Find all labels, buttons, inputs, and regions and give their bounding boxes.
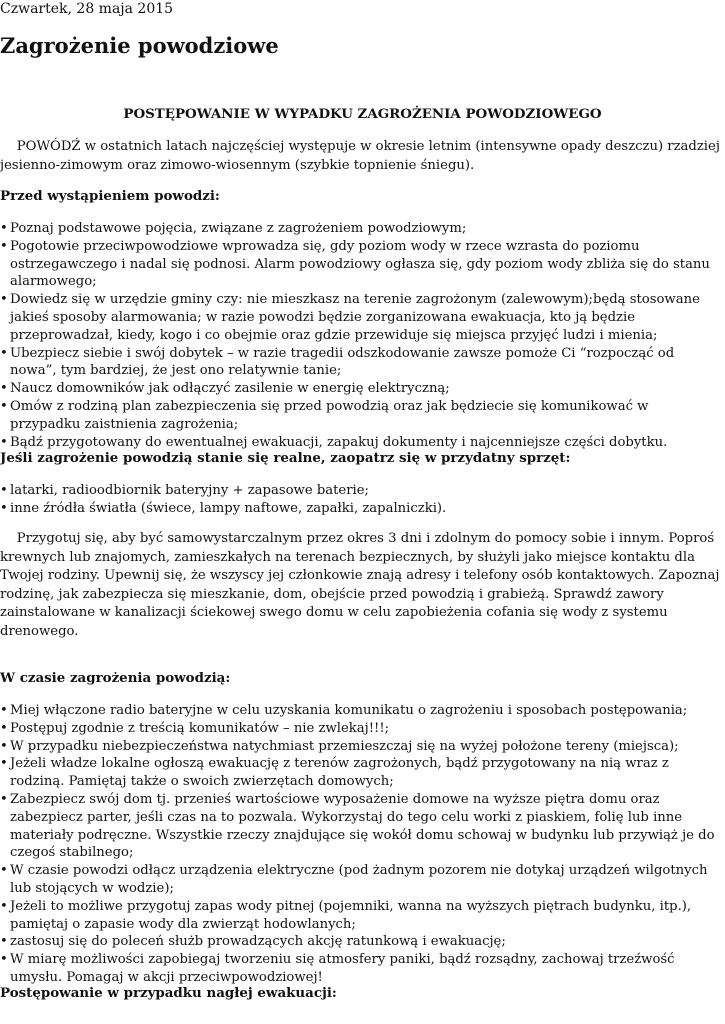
list-equipment	[0, 482, 722, 518]
section-heading-evacuation: Postępowanie w przypadku nagłej ewakuacji:	[0, 985, 337, 1001]
intro-paragraph: POWÓDŹ w ostatnich latach najczęściej występuje w okresie letnim (intensywne opady deszczu) rzadziej jesienno-zimowym oraz zimowo-wiosennym (szybkie topnienie śniegu).	[0, 139, 720, 173]
list-item: • latarki, radioodbiornik bateryjny + zapasowe baterie;	[0, 482, 722, 500]
list-item: • Miej włączone radio bateryjne w celu uzyskania komunikatu o zagrożeniu i sposobach postępowania;	[0, 702, 722, 720]
preparation-paragraph: Przygotuj się, aby być samowystarczalnym przez okres 3 dni i zdolnym do pomocy sobie i innym. Poproś krewnych lub znajomych, zamieszkałych na terenach bezpiecznych, by służyli jako miejsce kontaktu dla Twojej rodziny. Upewnij się, że wszyscy jej członkowie znają adresy i telefony osób kontaktowych. Zapoznaj rodzinę, jak zabezpiecza się mieszkanie, dom, obejście przed powodzią i grabieżą. Sprawdź zawory zainstalowane w kanalizacji ściekowej swego domu w celu zapobieżenia cofania się wody z systemu drenowego.	[0, 531, 720, 639]
list-item: • W miarę możliwości zapobiegaj tworzeniu się atmosfery paniki, bądź rozsądny, zachowaj trzeźwość umysłu. Pomagaj w akcji przeciwpowodziowej!	[0, 951, 722, 987]
list-item: • Omów z rodziną plan zabezpieczenia się przed powodzią oraz jak będziecie się komunikować w przypadku zaistnienia zagrożenia;	[0, 398, 722, 434]
list-item: • Pogotowie przeciwpowodziowe wprowadza się, gdy poziom wody w rzece wzrasta do poziomu ostrzegawczego i nadal się podnosi. Alarm powodziowy ogłasza się, gdy poziom wody zbliża się do stanu alarmowego;	[0, 238, 722, 291]
article-title: POSTĘPOWANIE W WYPADKU ZAGROŻENIA POWODZIOWEGO	[123, 106, 602, 122]
list-item: • Bądź przygotowany do ewentualnej ewakuacji, zapakuj dokumenty i najcenniejsze części dobytku.	[0, 434, 722, 452]
list-item: • Dowiedz się w urzędzie gminy czy: nie mieszkasz na terenie zagrożonym (zalewowym);będą stosowane jakieś sposoby alarmowania; w razie powodzi będzie zorganizowana ewakuacja, kto ją będzie przeprowadzał, kiedy, kogo i co obejmie oraz gdzie przewiduje się miejsca przyjęć ludzi i mienia;	[0, 291, 722, 344]
list-during-flood	[0, 702, 722, 987]
section-heading-equipment: Jeśli zagrożenie powodzią stanie się realne, zaopatrz się w przydatny sprzęt:	[0, 450, 571, 466]
list-item: • Postępuj zgodnie z treścią komunikatów – nie zwlekaj!!!;	[0, 720, 722, 738]
section-heading-before-flood: Przed wystąpieniem powodzi:	[0, 188, 220, 204]
list-item: • Jeżeli władze lokalne ogłoszą ewakuację z terenów zagrożonych, bądź przygotowany na nią wraz z rodziną. Pamiętaj także o swoich zwierzętach domowych;	[0, 755, 722, 791]
section-heading-during-flood: W czasie zagrożenia powodzią:	[0, 670, 231, 686]
list-item: • Jeżeli to możliwe przygotuj zapas wody pitnej (pojemniki, wanna na wyższych piętrach budynku, itp.), pamiętaj o zapasie wody dla zwierząt hodowlanych;	[0, 898, 722, 934]
list-item: • inne źródła światła (świece, lampy naftowe, zapałki, zapalniczki).	[0, 500, 722, 518]
list-before-flood	[0, 220, 722, 451]
list-item: • Ubezpiecz siebie i swój dobytek – w razie tragedii odszkodowanie zawsze pomoże Ci “rozpocząć od nowa”, tym bardziej, że jest ono relatywnie tanie;	[0, 345, 722, 381]
page-title: Zagrożenie powodziowe	[0, 33, 279, 58]
post-date: Czwartek, 28 maja 2015	[0, 1, 174, 17]
list-item: • Poznaj podstawowe pojęcia, związane z zagrożeniem powodziowym;	[0, 220, 722, 238]
list-item: • Zabezpiecz swój dom tj. przenieś wartościowe wyposażenie domowe na wyższe piętra domu oraz zabezpiecz parter, jeśli czas na to pozwala. Wykorzystaj do tego celu worki z piaskiem, folię lub inne materiały podręczne. Wszystkie rzeczy znajdujące się wokół domu schowaj w budynku lub przywiąż je do czegoś stabilnego;	[0, 791, 722, 862]
list-item: • W przypadku niebezpieczeństwa natychmiast przemieszczaj się na wyżej położone tereny (miejsca);	[0, 738, 722, 756]
list-item: • Naucz domowników jak odłączyć zasilenie w energię elektryczną;	[0, 380, 722, 398]
list-item: • zastosuj się do poleceń służb prowadzących akcję ratunkową i ewakuację;	[0, 933, 722, 951]
list-item: • W czasie powodzi odłącz urządzenia elektryczne (pod żadnym pozorem nie dotykaj urządzeń wilgotnych lub stojących w wodzie);	[0, 862, 722, 898]
